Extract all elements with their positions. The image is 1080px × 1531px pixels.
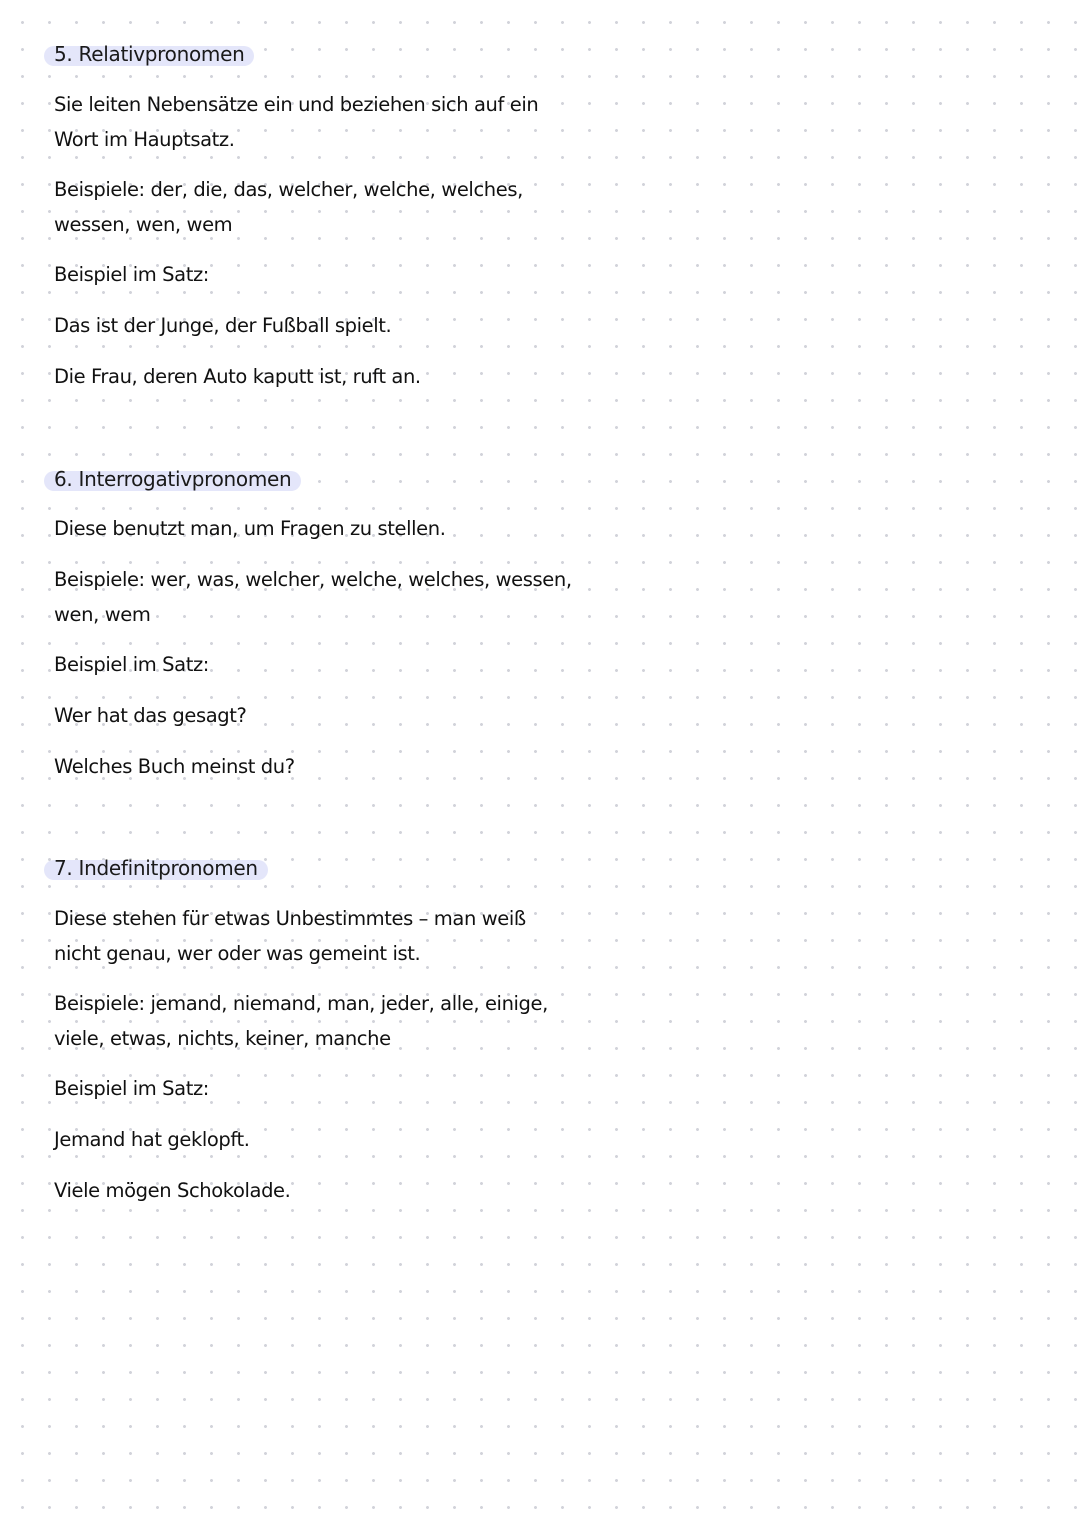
example-sentence: Wer hat das gesagt? [54, 704, 247, 727]
section-description-line: Wort im Hauptsatz. [54, 128, 235, 151]
examples-line: Beispiele: der, die, das, welcher, welche, welches, [54, 178, 523, 201]
section-heading-interrogativpronomen: 6. Interrogativpronomen [44, 466, 301, 492]
examples-line: viele, etwas, nichts, keiner, manche [54, 1027, 391, 1050]
section-heading-relativpronomen: 5. Relativpronomen [44, 41, 254, 67]
section-heading-indefinitpronomen: 7. Indefinitpronomen [44, 855, 268, 881]
section-description-line: Sie leiten Nebensätze ein und beziehen sich auf ein [54, 93, 539, 116]
sentence-label: Beispiel im Satz: [54, 1077, 209, 1100]
section-description-line: Diese stehen für etwas Unbestimmtes – man weiß [54, 907, 526, 930]
examples-line: wessen, wen, wem [54, 213, 233, 236]
section-description-line: nicht genau, wer oder was gemeint ist. [54, 942, 421, 965]
example-sentence: Welches Buch meinst du? [54, 755, 295, 778]
examples-line: Beispiele: jemand, niemand, man, jeder, alle, einige, [54, 992, 548, 1015]
example-sentence: Jemand hat geklopft. [54, 1128, 250, 1151]
sentence-label: Beispiel im Satz: [54, 653, 209, 676]
sentence-label: Beispiel im Satz: [54, 263, 209, 286]
examples-line: Beispiele: wer, was, welcher, welche, welches, wessen, [54, 568, 572, 591]
examples-line: wen, wem [54, 603, 151, 626]
section-description-line: Diese benutzt man, um Fragen zu stellen. [54, 517, 446, 540]
example-sentence: Viele mögen Schokolade. [54, 1179, 291, 1202]
example-sentence: Das ist der Junge, der Fußball spielt. [54, 314, 392, 337]
example-sentence: Die Frau, deren Auto kaputt ist, ruft an. [54, 365, 421, 388]
